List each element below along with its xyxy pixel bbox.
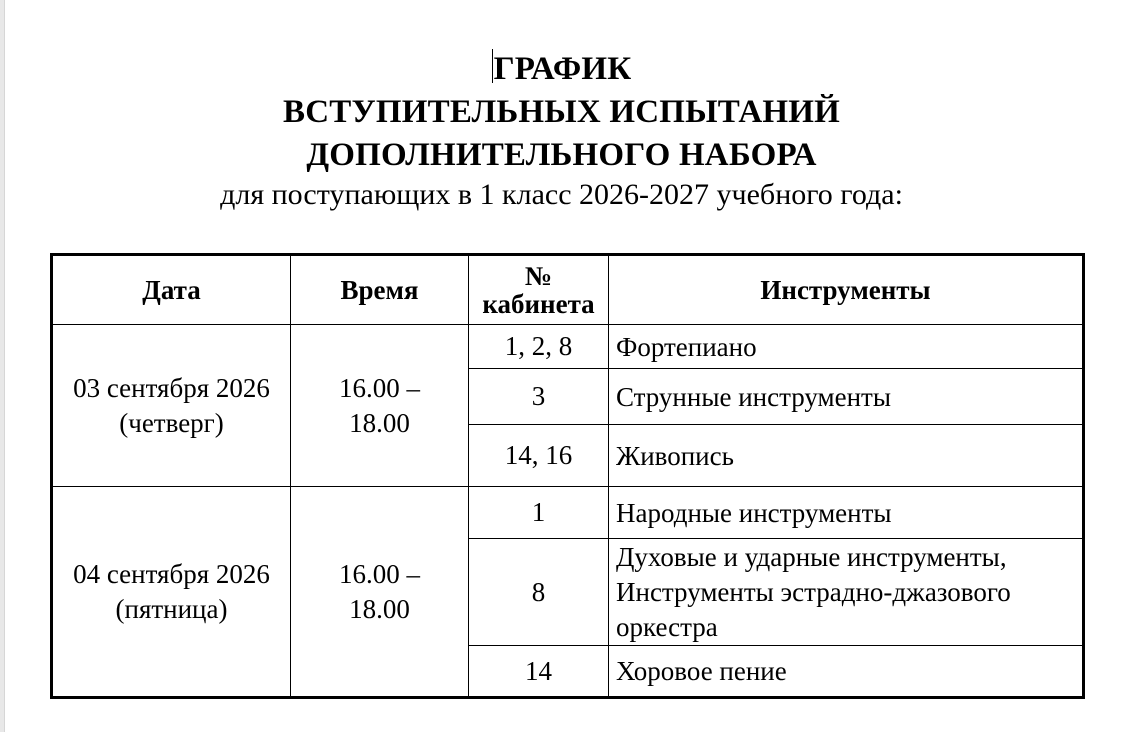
room-cell: 8 [469,539,609,646]
header-instruments: Инструменты [609,255,1084,325]
title-line-3: ДОПОЛНИТЕЛЬНОГО НАБОРА [306,137,817,173]
instrument-line: Инструменты эстрадно-джазового [616,576,1011,607]
time-end: 18.00 [349,593,410,624]
text-caret [492,49,493,83]
weekday-text: (пятница) [115,593,228,624]
schedule-table [50,253,1085,699]
date-cell [52,487,291,698]
header-room-label: кабинета [482,289,595,319]
instrument-cell: Народные инструменты [609,487,1084,539]
room-cell: 1, 2, 8 [469,325,609,369]
document-heading [0,48,1123,215]
instrument-cell: Фортепиано [609,325,1084,369]
room-cell: 3 [469,369,609,425]
header-time: Время [291,255,469,325]
instrument-cell: Струнные инструменты [609,369,1084,425]
header-room-number-sign: № [524,261,553,291]
instrument-cell: Живопись [609,425,1084,487]
time-start: 16.00 – [339,372,420,403]
weekday-text: (четверг) [119,407,224,438]
title-text-1: ГРАФИК [493,51,632,87]
instrument-line: Духовые и ударные инструменты, [616,541,1007,572]
header-room [469,255,609,325]
subtitle: для поступающих в 1 класс 2026-2027 учебного года: [220,178,903,211]
title-line-1 [0,48,1123,91]
instrument-line: оркестра [616,611,718,642]
table-row [52,325,1084,369]
time-cell [291,487,469,698]
time-end: 18.00 [349,407,410,438]
title-line-2: ВСТУПИТЕЛЬНЫХ ИСПЫТАНИЙ [283,94,840,130]
table-row [52,487,1084,539]
table-header-row [52,255,1084,325]
room-cell: 1 [469,487,609,539]
room-cell: 14, 16 [469,425,609,487]
instrument-cell: Хоровое пение [609,646,1084,698]
time-start: 16.00 – [339,558,420,589]
time-cell [291,325,469,487]
date-text: 03 сентября 2026 [73,372,270,403]
date-text: 04 сентября 2026 [73,558,270,589]
date-cell [52,325,291,487]
header-date: Дата [52,255,291,325]
room-cell: 14 [469,646,609,698]
instrument-cell [609,539,1084,646]
